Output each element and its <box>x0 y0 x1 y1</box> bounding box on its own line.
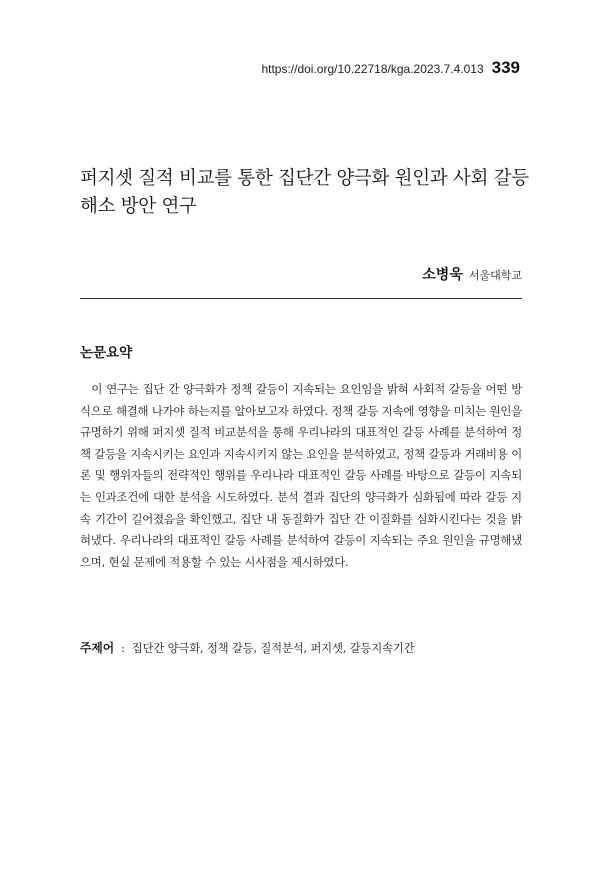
keywords-separator: : <box>121 641 125 655</box>
title-divider <box>80 298 522 299</box>
abstract-body: 이 연구는 집단 간 양극화가 정책 갈등이 지속되는 요인임을 밝혀 사회적 갈등을 어떤 방식으로 해결해 나가야 하는지를 알아보고자 하였다. 정책 갈등 지속에 영향을 미치는 원인을 규명하기 위해 퍼지셋 질적 비교분석을 통해 우리나라의 대표적인 갈등 사례를 분석하여 정책 갈등을 지속시키는 요인과 지속시키지 않는 요인을 분석하였고, 정책 갈등과 거래비용 이론 및 행위자들의 전략적인 행위를 우리나라 대표적인 갈등 사례를 바탕으로 갈등이 지속되는 인과조건에 대한 분석을 시도하였다. 분석 결과 집단의 양극화가 심화됨에 따라 갈등 지속 기간이 길어졌음을 확인했고, 집단 내 동질화가 집단 간 이질화를 심화시킨다는 것을 밝혀냈다. 우리나라의 대표적인 갈등 사례를 분석하여 갈등이 지속되는 주요 원인을 규명해냈으며, 현실 문제에 적용할 수 있는 시사점을 제시하였다. <box>80 382 522 569</box>
page-number: 339 <box>491 58 520 77</box>
keywords-line <box>80 638 522 659</box>
page-header <box>261 58 520 78</box>
author-line <box>422 264 522 284</box>
paper-title: 퍼지셋 질적 비교를 통한 집단간 양극화 원인과 사회 갈등 해소 방안 연구 <box>80 168 529 217</box>
author-affiliation: 서울대학교 <box>468 269 522 282</box>
keywords-label: 주제어 <box>80 641 115 655</box>
author-name: 소병욱 <box>422 267 463 283</box>
keywords-list: 집단간 양극화, 정책 갈등, 질적분석, 퍼지셋, 갈등지속기간 <box>131 641 415 655</box>
doi-link[interactable]: https://doi.org/10.22718/kga.2023.7.4.013 <box>261 62 484 76</box>
abstract-heading: 논문요약 <box>80 345 133 361</box>
